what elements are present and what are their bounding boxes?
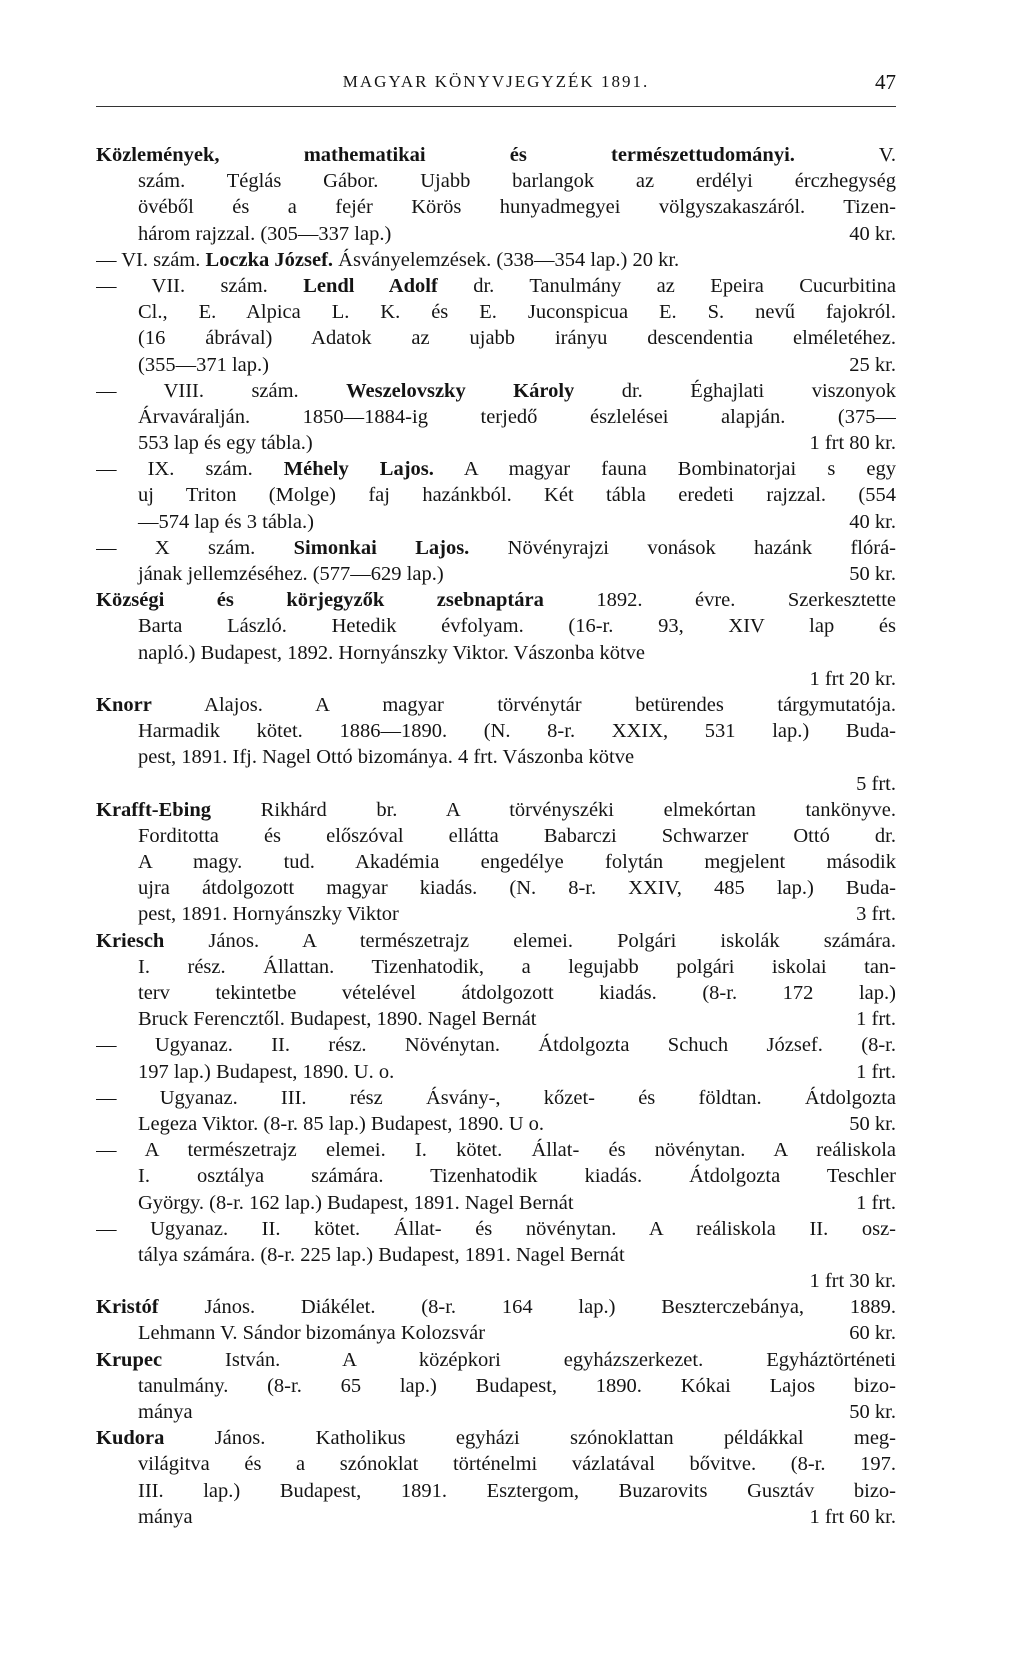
entry-line (96, 1032, 896, 1058)
entry-text: — VII. szám. (96, 274, 304, 297)
running-title: MAGYAR KÖNYVJEGYZÉK 1891. (342, 72, 650, 91)
entry-text: szám. Téglás Gábor. Ujabb barlangok az erdélyi érczhegység (138, 170, 896, 193)
entry-line (96, 901, 896, 927)
entry-text: — IX. szám. (96, 458, 284, 481)
entry-line (96, 509, 896, 535)
entry-line (96, 535, 896, 561)
entry-line (96, 1504, 896, 1530)
catalogue-entry (96, 928, 896, 1295)
entry-text: Növényrajzi vonások hazánk flórá- (469, 536, 896, 559)
entry-text: (355—371 lap.) (138, 353, 269, 376)
entry-line (96, 587, 896, 613)
entry-line (96, 378, 896, 404)
entry-text: I. osztálya számára. Tizenhatodik kiadás. Átdolgozta Teschler (138, 1165, 896, 1188)
entry-line (96, 142, 896, 168)
entry-price: 50 kr. (849, 1401, 896, 1423)
entry-line (96, 1320, 896, 1346)
entry-text-group (138, 1190, 574, 1216)
entry-text: — Ugyanaz. III. rész Ásvány-, kőzet- és földtan. Átdolgozta (96, 1086, 896, 1109)
entry-heading: Kriesch (96, 929, 165, 952)
entry-line (96, 1163, 896, 1189)
entry-line (96, 1190, 896, 1216)
entry-line (96, 1268, 896, 1294)
entry-text-group (138, 1504, 193, 1530)
entry-line (96, 1111, 896, 1137)
entry-text: pest, 1891. Ifj. Nagel Ottó bizománya. 4 frt. Vászonba kötve (138, 746, 635, 769)
entry-line (96, 456, 896, 482)
entry-text: — VI. szám. (96, 248, 206, 271)
entry-line (96, 352, 896, 378)
entry-line (96, 561, 896, 587)
entry-text: mánya (138, 1505, 193, 1528)
entry-text: — Ugyanaz. II. kötet. Állat- és növénytan. A reáliskola II. osz- (96, 1217, 896, 1240)
entry-text: tálya számára. (8-r. 225 lap.) Budapest, 1891. Nagel Bernát (138, 1243, 625, 1266)
entry-line (96, 744, 896, 770)
entry-heading: Simonkai Lajos. (293, 536, 470, 559)
entry-line (96, 168, 896, 194)
entry-text: — X szám. (96, 536, 294, 559)
entry-line (96, 404, 896, 430)
entry-text-group (138, 509, 314, 535)
entry-text: Harmadik kötet. 1886—1890. (N. 8-r. XXIX, 531 lap.) Buda- (138, 720, 896, 743)
entry-price: 1 frt 60 kr. (809, 1505, 896, 1528)
entry-line (96, 771, 896, 797)
entry-text-group (138, 1399, 193, 1425)
entry-line (96, 1347, 896, 1373)
entry-text-group (138, 1320, 485, 1346)
catalogue-entry (96, 1294, 896, 1346)
catalogue-body (96, 142, 896, 1530)
entry-line (96, 1059, 896, 1085)
entry-text: Árvaváralján. 1850—1884-ig terjedő észlelései alapján. (375— (138, 405, 896, 428)
entry-line (96, 1006, 896, 1032)
catalogue-entry (96, 1347, 896, 1426)
entry-text: János. Katholikus egyházi szónoklattan példákkal meg- (164, 1427, 896, 1450)
entry-text: világitva és a szónoklat történelmi vázlatával bővitve. (8-r. 197. (138, 1453, 896, 1476)
entry-text: övéből és a fejér Körös hunyadmegyei völgyszakaszáról. Tizen- (138, 196, 896, 219)
entry-line (96, 875, 896, 901)
catalogue-entry (96, 587, 896, 692)
entry-text: —574 lap és 3 tábla.) (138, 510, 314, 533)
entry-line (96, 640, 896, 666)
entry-price: 40 kr. (849, 510, 896, 533)
entry-text: 197 lap.) Budapest, 1890. U. o. (138, 1060, 395, 1083)
entry-text: 1 frt 30 kr. (809, 1270, 896, 1293)
entry-line (96, 1294, 896, 1320)
entry-text: 1 frt 20 kr. (809, 667, 896, 690)
entry-text: Cl., E. Alpica L. K. és E. Juconspicua E. S. nevű fajokról. (138, 301, 896, 324)
entry-line (96, 1478, 896, 1504)
entry-text: 553 lap és egy tábla.) (138, 432, 313, 455)
entry-text-group (138, 1006, 537, 1032)
catalogue-entry (96, 797, 896, 928)
entry-text: terv tekintetbe vételével átdolgozott kiadás. (8-r. 172 lap.) (138, 982, 896, 1004)
entry-heading: Krupec (96, 1348, 163, 1371)
entry-line (96, 482, 896, 508)
entry-text: jának jellemzéséhez. (577—629 lap.) (138, 563, 444, 585)
entry-text: tanulmány. (8-r. 65 lap.) Budapest, 1890. Kókai Lajos bizo- (138, 1374, 896, 1397)
entry-text: napló.) Budapest, 1892. Hornyánszky Viktor. Vászonba kötve (138, 641, 646, 664)
entry-text: Barta László. Hetedik évfolyam. (16-r. 93, XIV lap és (138, 615, 896, 638)
entry-text: I. rész. Állattan. Tizenhatodik, a legujabb polgári iskolai tan- (138, 955, 896, 978)
entry-line (96, 980, 896, 1006)
entry-line (96, 1216, 896, 1242)
page-number: 47 (875, 70, 896, 94)
entry-text: — Ugyanaz. II. rész. Növénytan. Átdolgozta Schuch József. (8-r. (96, 1034, 896, 1057)
entry-line (96, 1425, 896, 1451)
entry-text: dr. Tanulmány az Epeira Cucurbitina (437, 274, 896, 297)
entry-line (96, 1399, 896, 1425)
entry-price: 50 kr. (849, 563, 896, 585)
entry-price: 3 frt. (856, 903, 896, 926)
entry-text: János. Diákélet. (8-r. 164 lap.) Beszterczebánya, 1889. (158, 1296, 896, 1319)
entry-heading: Loczka József. (205, 248, 334, 271)
entry-text: 1892. évre. Szerkesztette (543, 589, 896, 612)
entry-line (96, 718, 896, 744)
entry-text: Ásványelemzések. (338—354 lap.) 20 kr. (333, 248, 680, 271)
entry-line (96, 1242, 896, 1268)
entry-line (96, 823, 896, 849)
entry-heading: Knorr (96, 693, 152, 716)
entry-text-group (138, 901, 399, 927)
entry-line (96, 797, 896, 823)
entry-heading: Méhely Lajos. (283, 458, 434, 481)
entry-heading: Lendl Adolf (303, 274, 438, 297)
entry-price: 40 kr. (849, 222, 896, 245)
entry-price: 60 kr. (849, 1322, 896, 1345)
entry-heading: Községi és körjegyzők zsebnaptára (96, 589, 544, 612)
entry-price: 1 frt. (856, 1060, 896, 1083)
entry-text: János. A természetrajz elemei. Polgári iskolák számára. (164, 929, 896, 952)
entry-text: dr. Éghajlati viszonyok (574, 379, 896, 402)
entry-text: A magy. tud. Akadémia engedélye folytán megjelent második (138, 851, 896, 874)
entry-heading: Weszelovszky Károly (346, 379, 575, 402)
entry-text: Forditotta és előszóval ellátta Babarczi Schwarzer Ottó dr. (138, 824, 896, 847)
entry-line (96, 613, 896, 639)
entry-line (96, 194, 896, 220)
entry-text-group (138, 561, 444, 587)
entry-text: György. (8-r. 162 lap.) Budapest, 1891. Nagel Bernát (138, 1191, 574, 1214)
entry-text: V. (794, 144, 896, 166)
entry-line (96, 1137, 896, 1163)
entry-text: Legeza Viktor. (8-r. 85 lap.) Budapest, 1890. U o. (138, 1112, 545, 1135)
entry-line (96, 666, 896, 692)
entry-line (96, 221, 896, 247)
header-rule (96, 106, 896, 107)
entry-text: uj Triton (Molge) faj hazánkból. Két tábla eredeti rajzzal. (554 (138, 484, 896, 507)
entry-price: 50 kr. (849, 1112, 896, 1135)
entry-price: 1 frt. (856, 1191, 896, 1214)
entry-line (96, 273, 896, 299)
entry-line (96, 928, 896, 954)
entry-price: 1 frt. (856, 1008, 896, 1031)
entry-text: Lehmann V. Sándor bizománya Kolozsvár (138, 1322, 486, 1345)
entry-text: István. A középkori egyházszerkezet. Egyháztörténeti (162, 1348, 896, 1371)
entry-line (96, 954, 896, 980)
entry-price: 1 frt 80 kr. (809, 432, 896, 455)
catalogue-entry (96, 692, 896, 797)
entry-text: — A természetrajz elemei. I. kötet. Állat- és növénytan. A reáliskola (96, 1139, 896, 1162)
entry-text: mánya (138, 1401, 193, 1423)
entry-line (96, 1451, 896, 1477)
entry-text: pest, 1891. Hornyánszky Viktor (138, 903, 399, 926)
entry-text: Bruck Ferencztől. Budapest, 1890. Nagel Bernát (138, 1008, 537, 1031)
entry-text: (16 ábrával) Adatok az ujabb irányu descendentia elméletéhez. (138, 327, 896, 350)
entry-heading: Kudora (96, 1427, 165, 1450)
entry-price: 25 kr. (849, 353, 896, 376)
entry-line (96, 325, 896, 351)
entry-text-group (138, 1059, 394, 1085)
entry-text: — VIII. szám. (96, 379, 347, 402)
entry-line (96, 299, 896, 325)
entry-text-group (138, 430, 313, 456)
entry-line (96, 1085, 896, 1111)
entry-line (96, 247, 896, 273)
entry-heading: Kristóf (96, 1296, 159, 1319)
entry-text-group (138, 221, 391, 247)
entry-text: Alajos. A magyar törvénytár betürendes tárgymutatója. (151, 693, 896, 716)
entry-heading: Közlemények, mathematikai és természettudományi. (96, 144, 795, 166)
catalogue-entry (96, 142, 896, 587)
entry-text: III. lap.) Budapest, 1891. Esztergom, Buzarovits Gusztáv bizo- (138, 1479, 896, 1502)
entry-text-group (138, 352, 269, 378)
entry-text: 5 frt. (856, 772, 896, 795)
running-head (96, 70, 896, 98)
entry-heading: Krafft-Ebing (96, 798, 212, 821)
entry-text-group (138, 1111, 544, 1137)
catalogue-entry (96, 1425, 896, 1530)
entry-line (96, 849, 896, 875)
entry-text: Rikhárd br. A törvényszéki elmekórtan tankönyve. (211, 798, 896, 821)
entry-line (96, 692, 896, 718)
entry-line (96, 1373, 896, 1399)
entry-text: ujra átdolgozott magyar kiadás. (N. 8-r. XXIV, 485 lap.) Buda- (138, 877, 896, 900)
entry-line (96, 430, 896, 456)
entry-text: A magyar fauna Bombinatorjai s egy (433, 458, 896, 481)
entry-text: három rajzzal. (305—337 lap.) (138, 222, 392, 245)
